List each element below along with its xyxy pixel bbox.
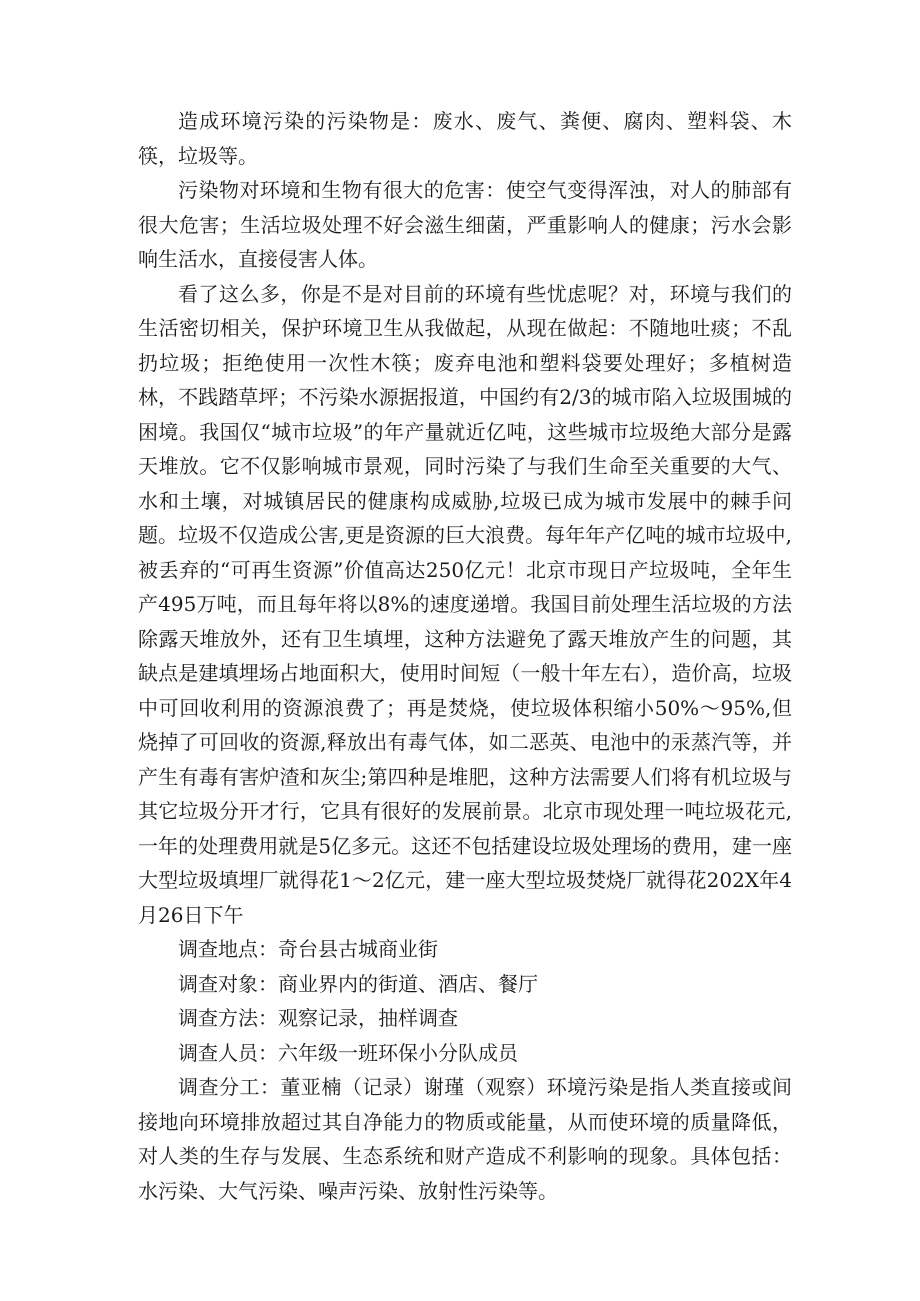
survey-members: 调查人员：六年级一班环保小分队成员	[178, 1040, 518, 1065]
paragraph-pollutants: 造成环境污染的污染物是：废水、废气、粪便、腐肉、塑料袋、木筷，垃圾等。	[138, 109, 792, 168]
survey-division-of-labor: 调查分工：董亚楠（记录）谢瑾（观察）环境污染是指人类直接或间接地向环境排放超过其自净能力的物质或能量，从而使环境的质量降低，对人类的生存与发展、生态系统和财产造成不利影响的现象。具体包括：水污染、大气污染、噪声污染、放射性污染等。	[138, 1075, 792, 1203]
document-body	[138, 104, 792, 1208]
survey-location: 调查地点：奇台县古城商业街	[178, 937, 438, 961]
paragraph-harm: 污染物对环境和生物有很大的危害：使空气变得浑浊，对人的肺部有很大危害；生活垃圾处理不好会滋生细菌，严重影响人的健康；污水会影响生活水，直接侵害人体。	[138, 178, 792, 271]
survey-subject: 调查对象：商业界内的街道、酒店、餐厅	[178, 971, 538, 996]
paragraph-garbage-siege: 看了这么多，你是不是对目前的环境有些忧虑呢？对，环境与我们的生活密切相关，保护环境卫生从我做起，从现在做起：不随地吐痰；不乱扔垃圾；拒绝使用一次性木筷；废弃电池和塑料袋要处理好；多植树造林，不践踏草坪；不污染水源据报道，中国约有2/3的城市陷入垃圾围城的困境。我国仅“城市垃圾”的年产量就近亿吨，这些城市垃圾绝大部分是露天堆放。它不仅影响城市景观，同时污染了与我们生命至关重要的大气、水和土壤，对城镇居民的健康构成威胁,垃圾已成为城市发展中的棘手问题。垃圾不仅造成公害,更是资源的巨大浪费。每年年产亿吨的城市垃圾中,被丢弃的“可再生资源”价值高达250亿元！北京市现日产垃圾吨，全年生产495万吨，而且每年将以8%的速度递增。我国目前处理生活垃圾的方法除露天堆放外，还有卫生填埋，这种方法避免了露天堆放产生的问题，其缺点是建填埋场占地面积大，使用时间短（一般十年左右），造价高，垃圾中可回收利用的资源浪费了；再是焚烧，使垃圾体积缩小50%～95%,但烧掉了可回收的资源,释放出有毒气体，如二恶英、电池中的汞蒸汽等，并产生有毒有害炉渣和灰尘;第四种是堆肥，这种方法需要人们将有机垃圾与其它垃圾分开才行，它具有很好的发展前景。北京市现处理一吨垃圾花元,一年的处理费用就是5亿多元。这还不包括建设垃圾处理场的费用，建一座大型垃圾填埋厂就得花1～2亿元，建一座大型垃圾焚烧厂就得花202X年4月26日下午	[138, 281, 792, 927]
survey-method: 调查方法：观察记录，抽样调查	[178, 1006, 458, 1030]
